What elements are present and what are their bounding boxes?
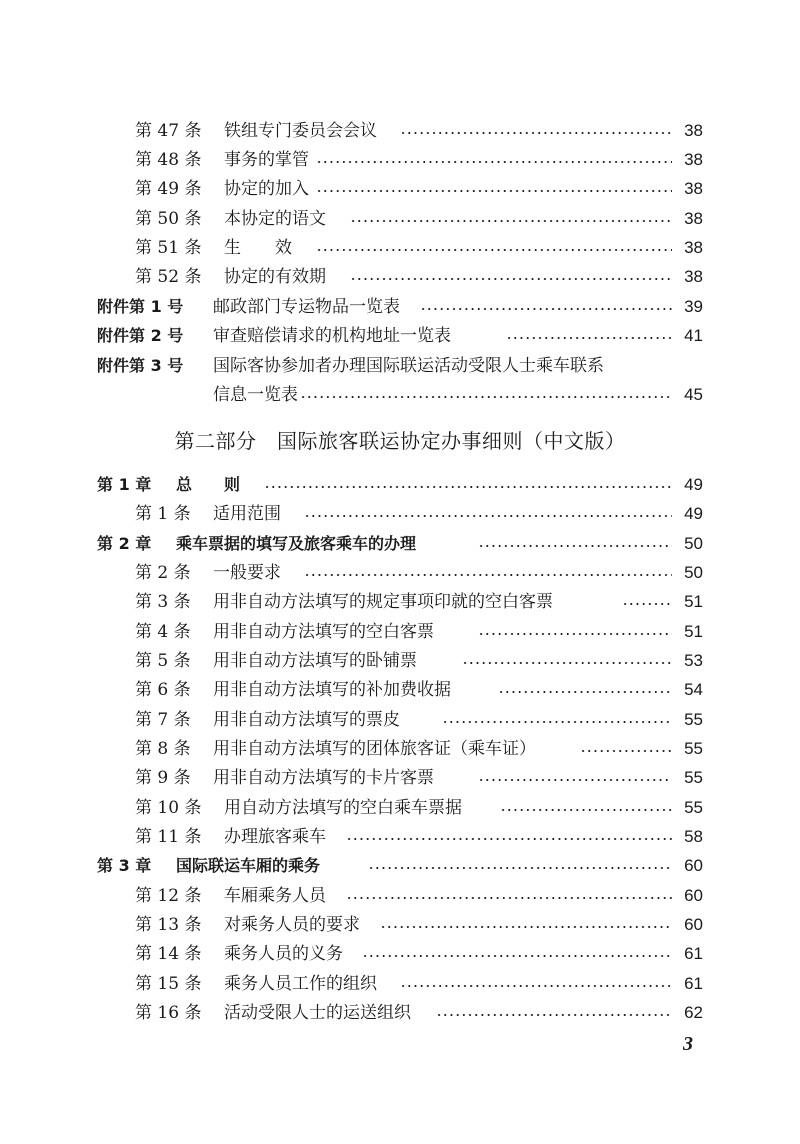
chapter-entry[interactable]	[0, 530, 800, 558]
toc-entry[interactable]	[0, 205, 800, 233]
toc-entry[interactable]	[0, 940, 800, 968]
article-number: 第 51 条	[135, 238, 202, 258]
page-number: 61	[684, 974, 703, 993]
leader-dots	[350, 220, 672, 222]
entry-title: 用非自动方法填写的卧铺票	[213, 651, 417, 671]
toc-entry[interactable]	[0, 911, 800, 939]
page-folio: 3	[683, 1033, 693, 1055]
entry-title: 审查赔偿请求的机构地址一览表	[213, 326, 451, 346]
leader-dots	[500, 809, 672, 811]
leader-dots	[478, 779, 672, 781]
entry-title: 乘务人员工作的组织	[224, 974, 377, 994]
toc-entry[interactable]	[0, 263, 800, 291]
chapter-entry[interactable]	[0, 471, 800, 499]
article-number: 第 9 条	[135, 768, 191, 788]
article-number: 第 15 条	[135, 974, 202, 994]
page-number: 54	[684, 680, 703, 699]
leader-dots	[462, 662, 672, 664]
leader-dots	[316, 249, 672, 251]
entry-title: 用非自动方法填写的卡片客票	[213, 768, 434, 788]
entry-title: 乘车票据的填写及旅客乘车的办理	[176, 534, 417, 553]
leader-dots	[300, 396, 672, 398]
leader-dots	[380, 926, 672, 928]
article-number: 第 5 条	[135, 651, 191, 671]
page-number: 53	[684, 651, 703, 670]
page-number: 38	[684, 238, 703, 257]
page-number: 55	[684, 768, 703, 787]
toc-entry[interactable]	[0, 970, 800, 998]
page-number: 38	[684, 267, 703, 286]
page-number: 38	[684, 209, 703, 228]
leader-dots	[368, 867, 672, 869]
leader-dots	[420, 308, 672, 310]
article-number: 第 6 条	[135, 680, 191, 700]
page-number: 55	[684, 710, 703, 729]
page-number: 55	[684, 798, 703, 817]
leader-dots	[478, 545, 672, 547]
article-number: 第 48 条	[135, 150, 202, 170]
leader-dots	[580, 750, 672, 752]
toc-entry[interactable]	[0, 618, 800, 646]
article-number: 第 11 条	[135, 827, 202, 847]
page-number: 45	[684, 385, 703, 404]
entry-title: 用非自动方法填写的团体旅客证（乘车证）	[213, 739, 536, 759]
page-number: 50	[684, 563, 703, 582]
part-heading: 第二部分 国际旅客联运协定办事细则（中文版）	[174, 429, 626, 453]
page-number: 60	[684, 915, 703, 934]
entry-title: 用非自动方法填写的规定事项印就的空白客票	[213, 592, 553, 612]
entry-title: 用自动方法填写的空白乘车票据	[224, 798, 462, 818]
article-number: 第 1 条	[135, 504, 191, 524]
chapter-number: 第 2 章	[97, 534, 152, 553]
annex-number: 附件第 3 号	[97, 356, 184, 375]
article-number: 第 7 条	[135, 710, 191, 730]
leader-dots	[304, 574, 672, 576]
entry-title: 国际联运车厢的乘务	[176, 856, 321, 875]
leader-dots	[346, 838, 672, 840]
toc-entry[interactable]	[0, 706, 800, 734]
toc-entry[interactable]	[0, 234, 800, 262]
article-number: 第 52 条	[135, 267, 202, 287]
leader-dots	[316, 161, 672, 163]
annex-number: 附件第 2 号	[97, 326, 184, 345]
article-number: 第 50 条	[135, 209, 202, 229]
toc-entry[interactable]	[0, 500, 800, 528]
entry-title: 车厢乘务人员	[224, 886, 326, 906]
page-number: 38	[684, 121, 703, 140]
article-number: 第 3 条	[135, 592, 191, 612]
toc-entry[interactable]	[0, 676, 800, 704]
article-number: 第 10 条	[135, 798, 202, 818]
toc-entry[interactable]	[0, 175, 800, 203]
page-number: 60	[684, 886, 703, 905]
entry-title: 邮政部门专运物品一览表	[213, 297, 400, 317]
entry-title: 铁组专门委员会会议	[224, 121, 377, 141]
page-number: 49	[684, 504, 703, 523]
page-number: 39	[684, 297, 703, 316]
annex-entry[interactable]	[0, 293, 800, 321]
annex-number: 附件第 1 号	[97, 297, 184, 316]
entry-title: 国际客协参加者办理国际联运活动受限人士乘车联系	[213, 356, 604, 376]
toc-entry[interactable]	[0, 559, 800, 587]
article-number: 第 49 条	[135, 179, 202, 199]
entry-title: 办理旅客乘车	[224, 827, 326, 847]
page-number: 55	[684, 739, 703, 758]
article-number: 第 8 条	[135, 739, 191, 759]
page-number: 51	[684, 622, 703, 641]
toc-entry[interactable]	[0, 794, 800, 822]
leader-dots	[442, 721, 672, 723]
leader-dots	[350, 278, 672, 280]
leader-dots	[478, 633, 672, 635]
article-number: 第 16 条	[135, 1003, 202, 1023]
chapter-number: 第 1 章	[97, 475, 152, 494]
entry-title: 适用范围	[213, 504, 281, 524]
page-number: 58	[684, 827, 703, 846]
toc-entry[interactable]	[0, 764, 800, 792]
entry-title: 协定的有效期	[224, 267, 326, 287]
entry-title: 用非自动方法填写的空白客票	[213, 622, 434, 642]
leader-dots	[304, 515, 672, 517]
toc-entry[interactable]	[0, 146, 800, 174]
page-number: 61	[684, 944, 703, 963]
annex-entry[interactable]	[0, 322, 800, 350]
page-number: 49	[684, 475, 703, 494]
article-number: 第 13 条	[135, 915, 202, 935]
leader-dots	[362, 955, 672, 957]
entry-title: 总 则	[176, 475, 241, 494]
article-number: 第 4 条	[135, 622, 191, 642]
article-number: 第 14 条	[135, 944, 202, 964]
chapter-entry[interactable]	[0, 852, 800, 880]
page-number: 38	[684, 179, 703, 198]
leader-dots	[346, 897, 672, 899]
article-number: 第 47 条	[135, 121, 202, 141]
entry-title: 信息一览表	[213, 385, 298, 405]
entry-title: 事务的掌管	[224, 150, 309, 170]
leader-dots	[264, 486, 672, 488]
toc-entry[interactable]	[0, 999, 800, 1027]
toc-entry[interactable]	[0, 588, 800, 616]
toc-entry[interactable]	[0, 647, 800, 675]
toc-entry[interactable]	[0, 735, 800, 763]
annex-entry[interactable]	[0, 352, 800, 380]
page-number: 62	[684, 1003, 703, 1022]
chapter-number: 第 3 章	[97, 856, 152, 875]
entry-title: 生 效	[224, 238, 292, 258]
entry-title: 对乘务人员的要求	[224, 915, 360, 935]
leader-dots	[436, 1014, 672, 1016]
entry-title: 用非自动方法填写的补加费收据	[213, 680, 451, 700]
page-number: 51	[684, 592, 703, 611]
page-number: 50	[684, 534, 703, 553]
entry-title: 一般要求	[213, 563, 281, 583]
leader-dots	[316, 190, 672, 192]
page-number: 41	[684, 326, 703, 345]
entry-title: 本协定的语文	[224, 209, 326, 229]
leader-dots	[400, 132, 672, 134]
toc-entry[interactable]	[0, 823, 800, 851]
leader-dots	[506, 337, 672, 339]
toc-entry[interactable]	[0, 882, 800, 910]
article-number: 第 2 条	[135, 563, 191, 583]
page-number: 38	[684, 150, 703, 169]
annex-entry-continuation[interactable]	[0, 381, 800, 409]
page-number: 60	[684, 856, 703, 875]
entry-title: 活动受限人士的运送组织	[224, 1003, 411, 1023]
leader-dots	[400, 985, 672, 987]
entry-title: 乘务人员的义务	[224, 944, 343, 964]
leader-dots	[498, 691, 672, 693]
entry-title: 协定的加入	[224, 179, 309, 199]
article-number: 第 12 条	[135, 886, 202, 906]
toc-entry[interactable]	[0, 117, 800, 145]
entry-title: 用非自动方法填写的票皮	[213, 710, 400, 730]
